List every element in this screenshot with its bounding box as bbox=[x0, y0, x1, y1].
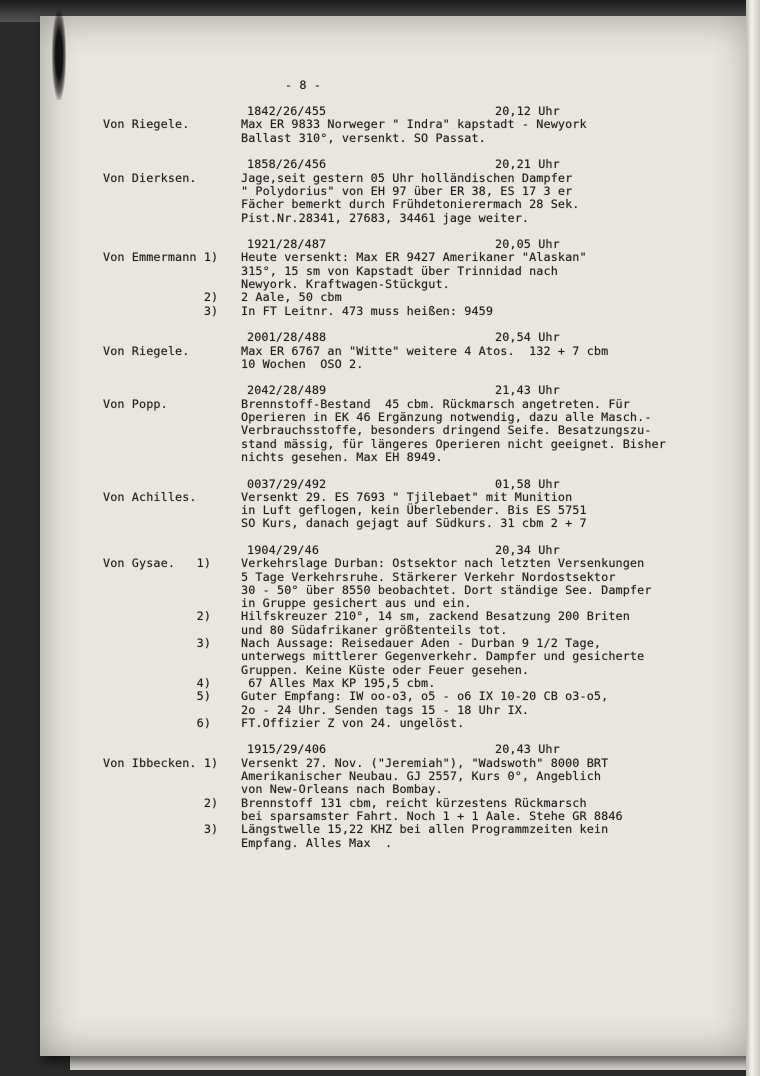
message-text: Jage,seit gestern 05 Uhr holländischen Dampfer bbox=[241, 170, 573, 185]
text-line bbox=[63, 303, 494, 318]
text-line bbox=[63, 449, 443, 464]
message-time: 20,54 Uhr bbox=[495, 330, 560, 345]
message-number: 1842/26/455 bbox=[247, 104, 327, 119]
sender-label: Von Riegele. bbox=[103, 117, 190, 132]
text-line bbox=[63, 689, 609, 704]
text-line bbox=[63, 197, 580, 212]
sender-label: 2) bbox=[103, 290, 219, 305]
text-line bbox=[63, 730, 92, 743]
text-line bbox=[63, 277, 450, 292]
text-line bbox=[63, 715, 465, 730]
text-line bbox=[63, 822, 609, 837]
text-line bbox=[63, 503, 587, 518]
text-line bbox=[63, 371, 92, 384]
text-line bbox=[63, 263, 558, 278]
message-text: FT.Offizier Z von 24. ungelöst. bbox=[241, 715, 465, 730]
text-line bbox=[63, 769, 602, 784]
text-line bbox=[63, 808, 623, 823]
message-number: 0037/29/492 bbox=[247, 476, 327, 491]
message-text: Max ER 6767 an "Witte" weitere 4 Atos. 132 + 7 cbm bbox=[241, 343, 609, 358]
sender-label: 3) bbox=[103, 822, 219, 837]
message-text: Versenkt 27. Nov. ("Jeremiah"), "Wadswoth" 8000 BRT bbox=[241, 755, 609, 770]
text-line bbox=[63, 145, 92, 158]
text-line bbox=[63, 675, 436, 690]
message-text: Guter Empfang: IW oo-o3, o5 - o6 IX 10-20 CB o3-o5, bbox=[241, 689, 609, 704]
message-number: 1921/28/487 bbox=[247, 237, 327, 252]
text-line bbox=[63, 742, 560, 757]
text-line bbox=[63, 210, 530, 225]
message-time: 01,58 Uhr bbox=[495, 476, 560, 491]
text-line bbox=[63, 531, 92, 544]
text-line bbox=[63, 464, 92, 477]
text-line bbox=[63, 356, 364, 371]
text-line bbox=[63, 225, 92, 238]
message-text: 10 Wochen OSO 2. bbox=[241, 356, 364, 371]
text-line bbox=[63, 396, 630, 411]
message-text: nichts gesehen. Max EH 8949. bbox=[241, 449, 443, 464]
text-line bbox=[63, 237, 560, 252]
sender-label: Von Emmermann 1) bbox=[103, 250, 219, 265]
page-number: - 8 - bbox=[285, 77, 322, 92]
message-text: Verbrauchsstoffe, besonders dringend Seife. Besatzungszu- bbox=[241, 423, 652, 438]
message-text: von New-Orleans nach Bombay. bbox=[241, 782, 443, 797]
message-text: Versenkt 29. ES 7693 " Tjilebaet" mit Munition bbox=[241, 489, 573, 504]
message-text: Amerikanischer Neubau. GJ 2557, Kurs 0°, Angeblich bbox=[241, 769, 602, 784]
text-line bbox=[63, 423, 652, 438]
sender-label: Von Riegele. bbox=[103, 343, 190, 358]
message-time: 20,43 Uhr bbox=[495, 742, 560, 757]
sender-label: Von Achilles. bbox=[103, 489, 197, 504]
message-number: 1915/29/406 bbox=[247, 742, 327, 757]
message-text: Fächer bemerkt durch Frühdetonierermach 28 Sek. bbox=[241, 197, 580, 212]
text-line bbox=[63, 582, 652, 597]
text-line bbox=[63, 489, 573, 504]
message-text: In FT Leitnr. 473 muss heißen: 9459 bbox=[241, 303, 494, 318]
message-time: 20,05 Uhr bbox=[495, 237, 560, 252]
sender-label: Von Popp. bbox=[103, 396, 168, 411]
text-line bbox=[63, 250, 587, 265]
message-number: 2042/28/489 bbox=[247, 383, 327, 398]
sender-label: Von Dierksen. bbox=[103, 170, 197, 185]
sender-label: Von Gysae. 1) bbox=[103, 556, 212, 571]
message-text: Ballast 310°, versenkt. SO Passat. bbox=[241, 130, 486, 145]
message-number: 1858/26/456 bbox=[247, 157, 327, 172]
message-text: Heute versenkt: Max ER 9427 Amerikaner "Alaskan" bbox=[241, 250, 587, 265]
sender-label: 3) bbox=[103, 303, 219, 318]
message-time: 21,43 Uhr bbox=[495, 383, 560, 398]
message-text: und 80 Südafrikaner größtenteils tot. bbox=[241, 622, 508, 637]
message-text: " Polydorius" von EH 97 über ER 38, ES 17 3 er bbox=[241, 183, 573, 198]
text-line bbox=[63, 410, 652, 425]
text-line bbox=[63, 383, 560, 398]
typewritten-text bbox=[63, 52, 666, 850]
message-text: Empfang. Alles Max . bbox=[241, 835, 393, 850]
page-edge-right bbox=[746, 0, 760, 1076]
text-line bbox=[63, 662, 530, 677]
text-line bbox=[63, 542, 560, 557]
text-line bbox=[63, 476, 560, 491]
text-line bbox=[63, 183, 573, 198]
message-text: 315°, 15 sm von Kapstadt über Trinnidad nach bbox=[241, 263, 558, 278]
message-text: 67 Alles Max KP 195,5 cbm. bbox=[241, 675, 436, 690]
message-text: in Gruppe gesichert aus und ein. bbox=[241, 596, 472, 611]
sender-label: 6) bbox=[103, 715, 212, 730]
message-text: Nach Aussage: Reisedauer Aden - Durban 9 1/2 Tage, bbox=[241, 636, 602, 651]
text-line bbox=[63, 516, 587, 531]
message-text: Gruppen. Keine Küste oder Feuer gesehen. bbox=[241, 662, 530, 677]
text-line bbox=[63, 157, 560, 172]
text-line bbox=[63, 636, 602, 651]
message-text: Operieren in EK 46 Ergänzung notwendig, dazu alle Masch.- bbox=[241, 410, 652, 425]
sender-label: 3) bbox=[103, 636, 212, 651]
message-text: Max ER 9833 Norweger " Indra" kapstadt - Newyork bbox=[241, 117, 587, 132]
message-time: 20,21 Uhr bbox=[495, 157, 560, 172]
message-number: 1904/29/46 bbox=[247, 542, 320, 557]
text-line bbox=[63, 318, 92, 331]
message-text: unterwegs mittlerer Gegenverkehr. Dampfer und gesicherte bbox=[241, 649, 645, 664]
text-line bbox=[63, 609, 630, 624]
message-text: Verkehrslage Durban: Ostsektor nach letzten Versenkungen bbox=[241, 556, 645, 571]
message-text: 5 Tage Verkehrsruhe. Stärkerer Verkehr Nordostsektor bbox=[241, 569, 616, 584]
message-text: 2o - 24 Uhr. Senden tags 15 - 18 Uhr IX. bbox=[241, 702, 530, 717]
message-time: 20,12 Uhr bbox=[495, 104, 560, 119]
message-text: Pist.Nr.28341, 27683, 34461 jage weiter. bbox=[241, 210, 530, 225]
message-text: Hilfskreuzer 210°, 14 sm, zackend Besatzung 200 Briten bbox=[241, 609, 630, 624]
sender-label: 5) bbox=[103, 689, 212, 704]
message-time: 20,34 Uhr bbox=[495, 542, 560, 557]
message-text: 30 - 50° über 8550 beobachtet. Dort ständige See. Dampfer bbox=[241, 582, 652, 597]
text-line bbox=[63, 569, 616, 584]
message-text: in Luft geflogen, kein Überlebender. Bis ES 5751 bbox=[241, 503, 587, 518]
text-line bbox=[63, 343, 609, 358]
sender-label: 2) bbox=[103, 795, 219, 810]
message-text: bei sparsamster Fahrt. Noch 1 + 1 Aale. Stehe GR 8846 bbox=[241, 808, 623, 823]
text-line bbox=[63, 130, 486, 145]
message-text: Newyork. Kraftwagen-Stückgut. bbox=[241, 277, 450, 292]
text-line bbox=[63, 649, 645, 664]
text-line bbox=[63, 835, 393, 850]
text-line bbox=[63, 330, 560, 345]
text-line bbox=[63, 556, 645, 571]
sender-label: Von Ibbecken. 1) bbox=[103, 755, 219, 770]
message-text: Brennstoff-Bestand 45 cbm. Rückmarsch angetreten. Für bbox=[241, 396, 630, 411]
message-text: 2 Aale, 50 cbm bbox=[241, 290, 342, 305]
message-text: stand mässig, für längeres Operieren nicht geeignet. Bisher bbox=[241, 436, 666, 451]
text-line bbox=[63, 702, 530, 717]
text-line bbox=[63, 596, 472, 611]
text-line bbox=[63, 290, 342, 305]
message-number: 2001/28/488 bbox=[247, 330, 327, 345]
message-text: Brennstoff 131 cbm, reicht kürzestens Rückmarsch bbox=[241, 795, 587, 810]
message-text: Längstwelle 15,22 KHZ bei allen Programmzeiten kein bbox=[241, 822, 609, 837]
text-line bbox=[63, 755, 609, 770]
message-text: SO Kurs, danach gejagt auf Südkurs. 31 cbm 2 + 7 bbox=[241, 516, 587, 531]
text-line bbox=[63, 117, 587, 132]
text-line bbox=[63, 782, 443, 797]
text-line bbox=[63, 795, 587, 810]
text-line bbox=[63, 622, 508, 637]
text-line bbox=[63, 170, 573, 185]
text-line bbox=[63, 436, 666, 451]
page-number-line bbox=[63, 77, 322, 92]
sender-label: 4) bbox=[103, 675, 212, 690]
text-line bbox=[63, 104, 560, 119]
sender-label: 2) bbox=[103, 609, 212, 624]
